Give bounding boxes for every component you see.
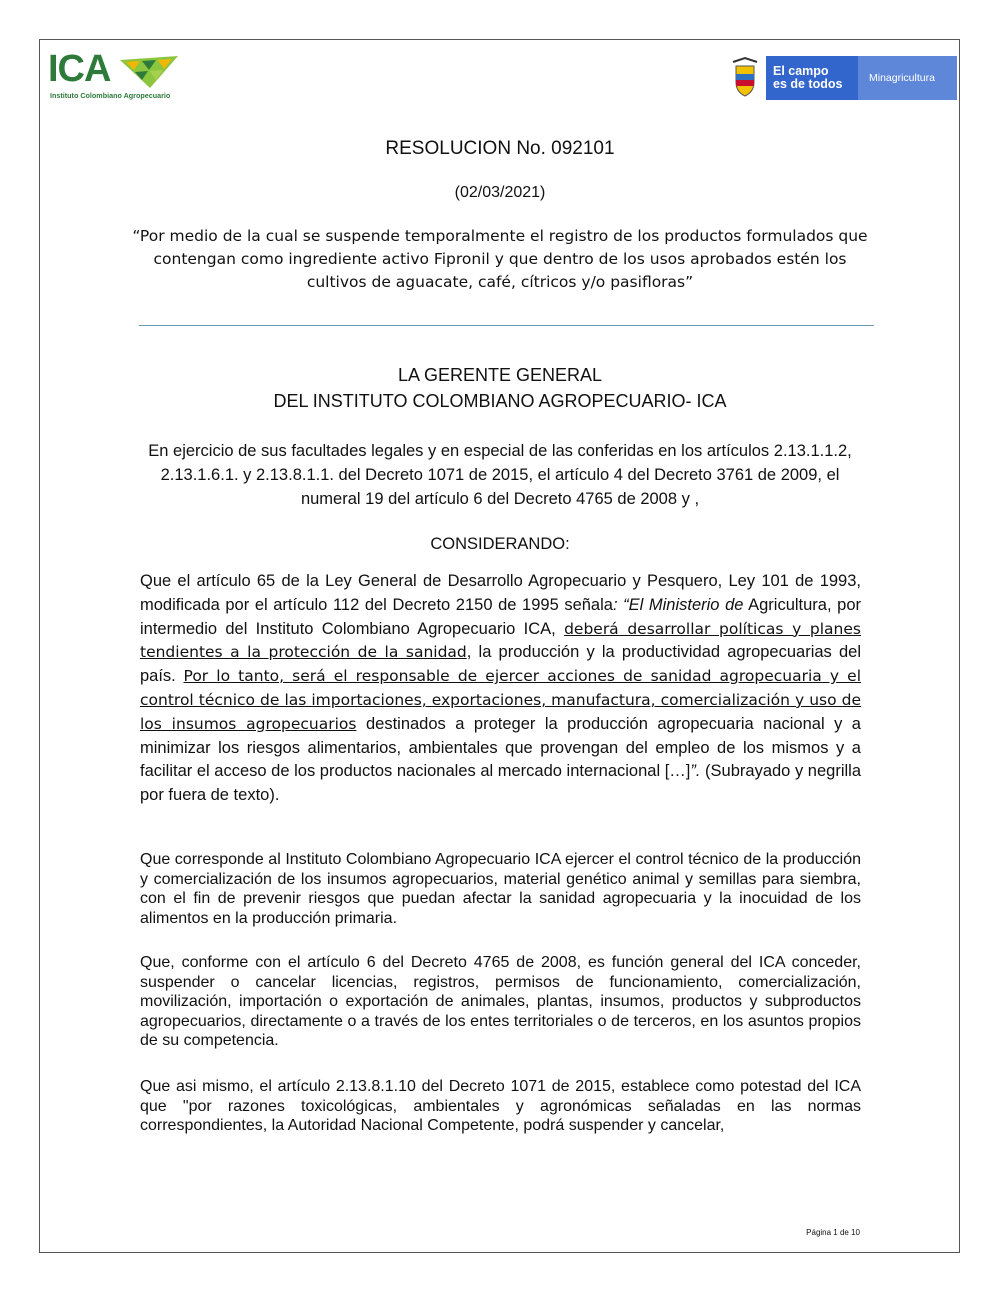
gov-slogan-line1: El campo <box>773 64 829 78</box>
authority-heading <box>140 362 860 414</box>
page-number: Página 1 de 10 <box>806 1228 860 1237</box>
p1-text-g: destinados a proteger la producción agropecuaria nacional y a minimizar los riesgos alimentarios, ambientales que provengan del empleo de los mismos y a facilitar el acceso de los productos nacionales al mercado internacional […] <box>140 714 861 781</box>
facultades-paragraph: En ejercicio de sus facultades legales y en especial de las conferidas en los artículos 2.13.1.1.2, 2.13.1.6.1. y 2.13.8.1.1. del Decreto 1071 de 2015, el artículo 4 del Decreto 3761 de 2009, el numeral 19 del artículo 6 del Decreto 4765 de 2008 y , <box>148 442 852 508</box>
gov-slogan <box>766 56 858 100</box>
considerando-paragraph-4: Que asi mismo, el artículo 2.13.8.1.10 del Decreto 1071 de 2015, establece como potestad del ICA que "por razones toxicológicas, ambientales y agronómicas señaladas en las normas correspondientes, la Autoridad Nacional Competente, podrá suspender y cancelar, <box>140 1078 861 1134</box>
ica-logo-subtitle: Instituto Colombiano Agropecuario <box>50 91 171 100</box>
colombia-shield-icon <box>724 56 766 100</box>
p1-text-i: (Subrayado y negrilla por fuera de texto). <box>140 762 861 805</box>
p1-quote-start: : “El Ministerio de <box>612 595 744 614</box>
authority-line2: DEL INSTITUTO COLOMBIANO AGROPECUARIO- ICA <box>273 391 727 411</box>
p1-text-c: Agricultura, por intermedio del Instituto Colombiano Agropecuario ICA, <box>140 595 861 638</box>
ica-logo-text: ICA <box>48 48 111 90</box>
resolution-subject: “Por medio de la cual se suspende temporalmente el registro de los productos formulados que contengan como ingrediente activo Fipronil y que dentro de los usos aprobados estén los cultivos de aguacate, café, cítricos y/o pasifloras” <box>132 227 868 291</box>
considerando-paragraph-1 <box>140 570 861 808</box>
section-divider <box>139 325 874 326</box>
considerando-paragraph-3: Que, conforme con el artículo 6 del Decreto 4765 de 2008, es función general del ICA conceder, suspender o cancelar licencias, registros, permisos de funcionamiento, comercialización, movilización, importación o exportación de animales, plantas, insumos, productos y subproductos agropecuarios, directamente o a través de los entes territoriales o de terceros, en los asuntos propios de su competencia. <box>140 954 861 1049</box>
considerando-paragraph-2: Que corresponde al Instituto Colombiano Agropecuario ICA ejercer el control técnico de la producción y comercialización de los insumos agropecuarios, material genético animal y semillas para siembra, con el fin de prevenir riesgos que puedan afectar la sanidad agropecuaria y la inocuidad de los alimentos en la producción primaria. <box>140 851 861 927</box>
resolution-title: RESOLUCION No. 092101 <box>385 138 615 159</box>
gov-slogan-line2: es de todos <box>773 77 843 91</box>
ica-logo <box>48 48 180 100</box>
p1-underlined-2: Por lo tanto, será el responsable de ejercer acciones de sanidad agropecuaria y el control técnico de las importaciones, exportaciones, manufactura, comercialización y uso de los insumos agropecuarios <box>140 667 862 733</box>
ministry-label: Minagricultura <box>858 56 957 100</box>
resolution-date: (02/03/2021) <box>454 184 546 201</box>
government-logo <box>724 56 957 100</box>
ica-leaf-icon <box>120 56 180 90</box>
p1-text-e: , la producción y la productividad agropecuarias del país. <box>140 643 861 686</box>
p1-underlined-1: deberá desarrollar políticas y planes tendientes a la protección de la sanidad <box>140 619 861 662</box>
p1-quote-end: ”. <box>690 762 701 781</box>
considerando-heading: CONSIDERANDO: <box>430 535 570 553</box>
p1-text-a: Que el artículo 65 de la Ley General de Desarrollo Agropecuario y Pesquero, Ley 101 de 1993, modificada por el artículo 112 del Decreto 2150 de 1995 señala <box>140 572 861 614</box>
authority-line1: LA GERENTE GENERAL <box>397 365 603 385</box>
